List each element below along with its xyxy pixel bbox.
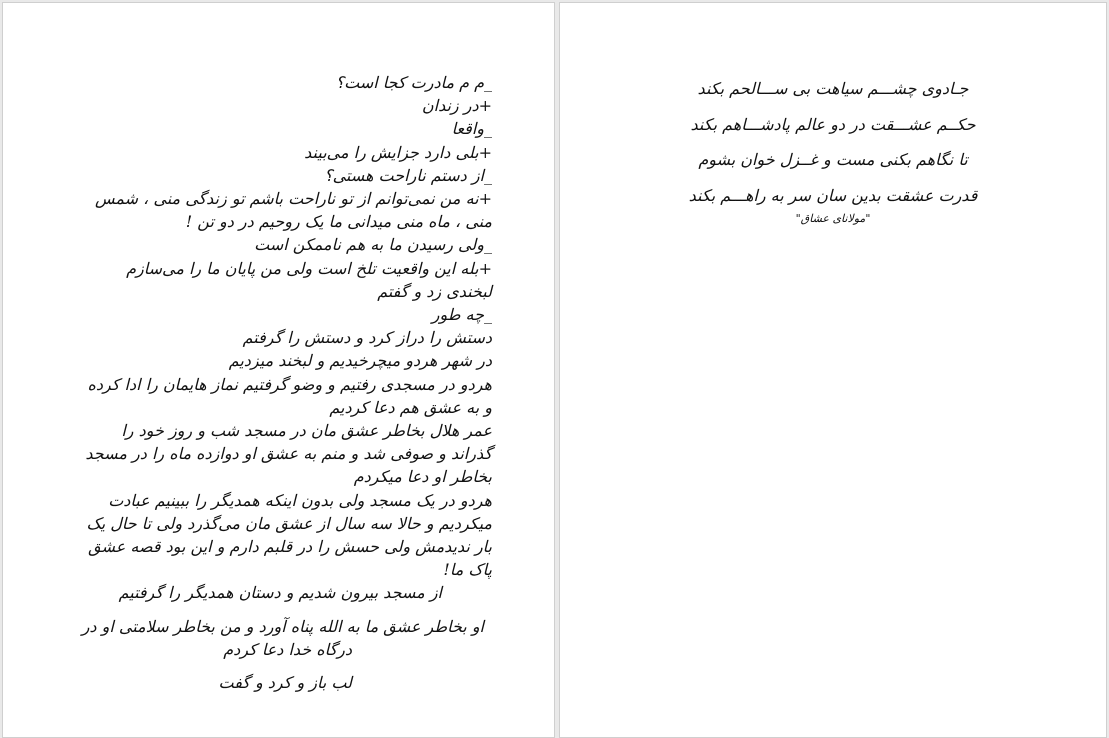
story-line: _چه طور xyxy=(431,305,492,325)
poem-line: قدرت عشقت بدین سان سر به راهـــم بکند xyxy=(688,185,978,205)
story-line: بخاطر او دعا میکردم xyxy=(353,467,492,487)
story-line: لبخندی زد و گفتم xyxy=(377,281,492,301)
story-line: منی ، ماه منی میدانی ما یک روحیم در دو تن ! xyxy=(185,212,492,232)
story-line: _از دستم ناراحت هستی؟ xyxy=(324,165,492,185)
story-line: دستش را دراز کرد و دستش را گرفتم xyxy=(242,328,492,348)
story-line: هردو در یک مسجد ولی بدون اینکه همدیگر را ببینیم عبادت xyxy=(108,490,492,510)
story-line: _ولی رسیدن ما به هم ناممکن است xyxy=(254,235,492,255)
story-line: و به عشق هم دعا کردیم xyxy=(329,397,492,417)
story-line: میکردیم و حالا سه سال از عشق مان می‌گذرد ولی تا حال یک xyxy=(86,513,492,533)
story-line: بار ندیدمش ولی حسش را در قلبم دارم و این بود قصه عشق xyxy=(88,537,492,557)
story-line: هردو در مسجدی رفتیم و وضو گرفتیم نماز هایمان را ادا کرده xyxy=(87,374,492,394)
story-line: _م م مادرت کجا است؟ xyxy=(335,73,492,92)
story-line: لب باز و کرد و گفت xyxy=(218,673,352,693)
story-line: پاک ما! xyxy=(443,560,492,580)
story-line: درگاه خدا دعا کردم xyxy=(223,639,352,659)
story-text xyxy=(63,71,492,694)
story-line: _واقعا xyxy=(451,119,492,139)
poem-line: تا نگاهم بکنی مست و غــزل خوان بشوم xyxy=(698,150,968,169)
story-line: +بله این واقعیت تلخ است ولی من پایان ما را می‌سازم xyxy=(126,258,492,278)
poem-line: جـادوی چشـــم سیاهت بی ســـالحم بکند xyxy=(697,79,969,98)
story-line: او بخاطر عشق ما به الله پناه آورد و من بخاطر سلامتی او در xyxy=(81,616,484,636)
story-line: از مسجد بیرون شدیم و دستان همدیگر را گرفتیم xyxy=(118,583,442,603)
right-page xyxy=(559,2,1107,738)
story-line: +نه من نمی‌توانم از تو ناراحت باشم تو زندگی منی ، شمس xyxy=(94,189,492,209)
poem-signature: "مولانای عشاق" xyxy=(795,212,871,225)
poem xyxy=(560,71,1106,227)
story-line: عمر هلال بخاطر عشق مان در مسجد شب و روز خود را xyxy=(121,421,492,441)
story-line: +بلی دارد جزایش را می‌بیند xyxy=(304,142,492,162)
story-line: +در زندان xyxy=(421,96,492,116)
story-line: در شهر هردو میچرخیدیم و لبخند میزدیم xyxy=(228,351,492,371)
left-page xyxy=(2,2,555,738)
story-line: گذراند و صوفی شد و منم به عشق او دوازده ماه را در مسجد xyxy=(85,444,492,464)
poem-line: حکــم عشـــقت در دو عالم پادشـــاهم بکند xyxy=(690,114,976,134)
